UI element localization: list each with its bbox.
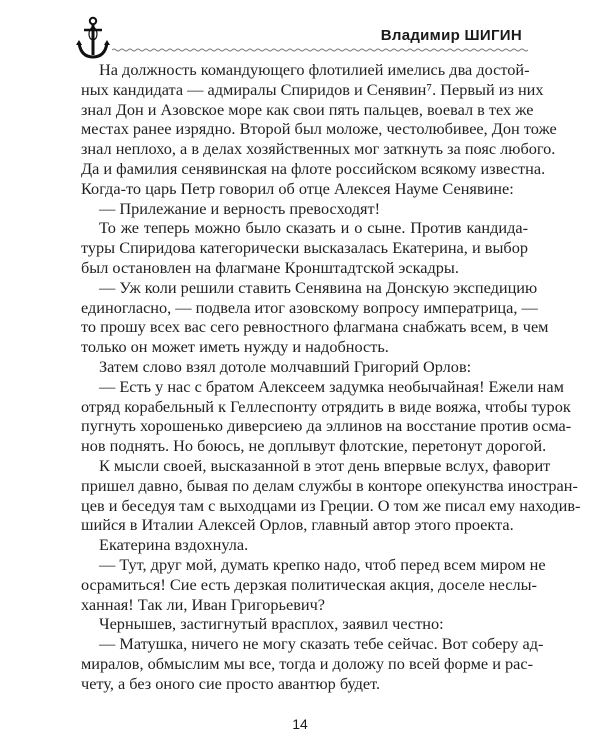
text-line: миралов, обмыслим мы все, тогда и доложу по всей форме и рас- (81, 653, 533, 673)
running-header-author: Владимир ШИГИН (380, 27, 522, 44)
text-line: Да и фамилия сенявинская на флоте российском всякому известна. (81, 158, 546, 178)
body-text (81, 60, 581, 694)
text-line: чету, а без оного сие просто авантюр будет. (81, 673, 381, 693)
text-line: был остановлен на флагмане Кронштадтской эскадры. (81, 257, 459, 277)
text-line: отряд корабельный к Геллеспонту отрядить в виде вояжа, чтобы турок (81, 396, 571, 416)
text-line: ханная! Так ли, Иван Григорьевич? (81, 594, 326, 614)
text-line: местах ранее изрядно. Второй был моложе, честолюбивее, Дон тоже (81, 119, 557, 139)
text-line: пугнуть хорошенько диверсиею да эллинов на восстание против осма- (81, 416, 572, 436)
text-line: знал неплохо, а в делах хозяйственных мог заткнуть за пояс любого. (81, 139, 556, 159)
text-line: — Тут, друг мой, думать крепко надо, чтоб перед всем миром не (99, 554, 546, 574)
text-line: На должность командующего флотилией имелись два достой- (99, 60, 530, 79)
text-line: единогласно, — подвела итог азовскому вопросу императрица, — (81, 297, 538, 317)
text-line: знал Дон и Азовское море как свои пять пальцев, воевал в тех же (81, 99, 534, 119)
text-line: цев и беседуя там с выходцами из Греции. О том же писал ему находив- (81, 495, 581, 515)
text-line: осрамиться! Сие есть дерзкая политическая акция, доселе неслы- (81, 574, 537, 594)
anchor-icon (76, 16, 110, 60)
text-line: нов поднять. Но боюсь, не доплывут флотские, перетонут дорогой. (81, 436, 547, 456)
text-line: то прошу всех вас сего ревностного флагмана снабжать всем, в чем (81, 317, 549, 337)
text-line: шийся в Италии Алексей Орлов, главный автор этого проекта. (81, 515, 514, 535)
text-line: Екатерина вздохнула. (99, 535, 249, 555)
text-line: То же теперь можно было сказать и о сыне. Против кандида- (99, 218, 528, 238)
text-line: К мысли своей, высказанной в этот день впервые вслух, фаворит (99, 455, 551, 475)
text-line: туры Спиридова категорически высказалась Екатерина, и выбор (81, 238, 528, 258)
page-number: 14 (292, 716, 308, 732)
text-line: — Матушка, ничего не могу сказать тебе сейчас. Вот соберу ад- (99, 634, 544, 654)
text-line: только он может иметь нужду и надобность. (81, 337, 389, 357)
text-line: — Прилежание и верность превосходят! (99, 198, 381, 218)
text-line: — Уж коли решили ставить Сенявина на Донскую экспедицию (99, 277, 538, 297)
text-line: Когда-то царь Петр говорил об отце Алексея Науме Сенявине: (81, 178, 514, 198)
text-line: Затем слово взял дотоле молчавший Григорий Орлов: (99, 356, 472, 376)
text-line: — Есть у нас с братом Алексеем задумка необычайная! Ежели нам (99, 376, 564, 396)
text-line: пришел давно, бывая по делам службы в конторе опекунства иностран- (81, 475, 578, 495)
text-line: Чернышев, застигнутый врасплох, заявил честно: (99, 614, 444, 634)
header-divider (112, 48, 528, 52)
text-line: ных кандидата — адмиралы Спиридов и Сенявин⁷. Первый из них (81, 79, 544, 99)
